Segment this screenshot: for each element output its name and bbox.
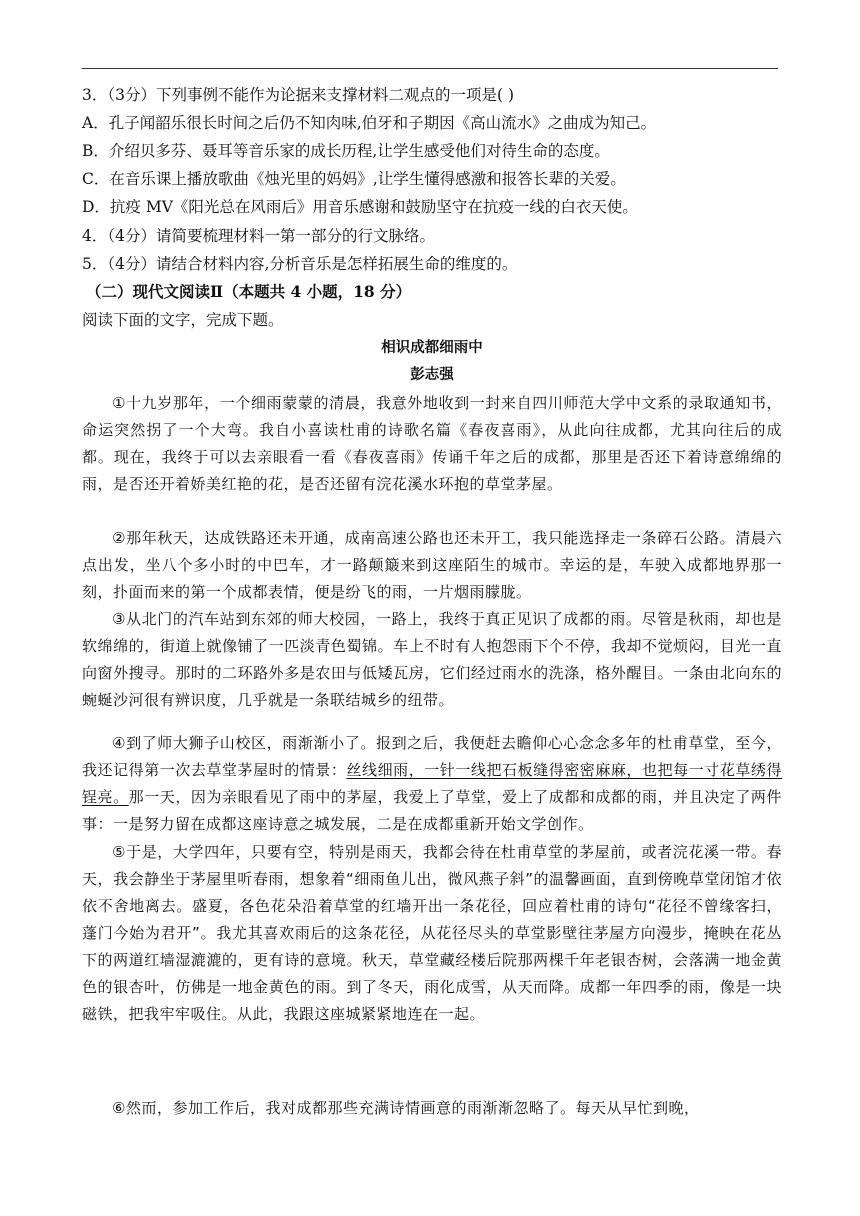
article-title: 相识成都细雨中: [381, 340, 483, 356]
question-5: 5．（4分）请结合材料内容,分析音乐是怎样拓展生命的维度的。: [82, 255, 518, 273]
paragraph-4-text-a: ④到了师大狮子山校区，雨渐渐小了。报到之后，我便赶去瞻仰心心念念多年的杜甫草堂，至今，我还记得第一次去草堂茅屋时的情景：: [82, 734, 782, 779]
paragraph-4-text-b: 那一天，因为亲眼看见了雨中的茅屋，我爱上了草堂，爱上了成都和成都的雨，并且决定了两件事：一是努力留在成都这座诗意之城发展，二是在成都重新开始文学创作。: [82, 788, 782, 833]
option-c: C．在音乐课上播放歌曲《烛光里的妈妈》,让学生懂得感激和报答长辈的关爱。: [82, 170, 626, 188]
article-paragraph-2: ②那年秋天，达成铁路还未开通，成南高速公路也还未开工，我只能选择走一条碎石公路。清晨六点出发，坐八个多小时的中巴车，才一路颠簸来到这座陌生的城市。幸运的是，车驶入成都地界那一刻，扑面而来的第一个成都表情，便是纷飞的雨，一片烟雨朦胧。: [82, 529, 782, 601]
section-heading: （二）现代文阅读Ⅱ（本题共 4 小题，18 分）: [86, 282, 412, 301]
header-rule: [82, 68, 778, 69]
option-d: D．抗疫 MV《阳光总在风雨后》用音乐感谢和鼓励坚守在抗疫一线的白衣天使。: [82, 198, 638, 216]
underlined-sentence: 丝线细雨，一针一线把石板缝得密密麻麻，也把每一寸花草绣得锃亮。: [82, 761, 782, 806]
article-author: 彭志强: [410, 367, 454, 383]
question-4: 4．（4分）请简要梳理材料一第一部分的行文脉络。: [82, 227, 435, 245]
option-b: B．介绍贝多芬、聂耳等音乐家的成长历程,让学生感受他们对待生命的态度。: [82, 142, 610, 160]
article-paragraph-5: ⑤于是，大学四年，只要有空，特别是雨天，我都会待在杜甫草堂的茅屋前，或者浣花溪一带。春天，我会静坐于茅屋里听春雨，想象着“细雨鱼儿出，微风燕子斜”的温馨画面，直到傍晚草堂闭馆才依依不舍地离去。盛夏，各色花朵沿着草堂的红墙开出一条花径，回应着杜甫的诗句“花径不曾缘客扫，蓬门今始为君开”。我尤其喜欢雨后的这条花径，从花径尽头的草堂影壁往茅屋方向漫步，掩映在花丛下的两道红墙湿漉漉的，更有诗的意境。秋天，草堂藏经楼后院那两棵千年老银杏树，会落满一地金黄色的银杏叶，仿佛是一地金黄色的雨。到了冬天，雨化成雪，从天而降。成都一年四季的雨，像是一块磁铁，把我牢牢吸住。从此，我跟这座城紧紧地连在一起。: [82, 843, 782, 1023]
article-paragraph-4: [82, 730, 782, 838]
reading-instruction: 阅读下面的文字，完成下题。: [82, 311, 284, 329]
article-paragraph-1: ①十九岁那年，一个细雨蒙蒙的清晨，我意外地收到一封来自四川师范大学中文系的录取通知书，命运突然拐了一个大弯。我自小喜读杜甫的诗歌名篇《春夜喜雨》，从此向往成都，尤其向往后的成都。现在，我终于可以去亲眼看一看《春夜喜雨》传诵千年之后的成都，那里是否还下着诗意绵绵的雨，是否还开着娇美红艳的花，是否还留有浣花溪水环抱的草堂茅屋。: [82, 394, 782, 493]
article-paragraph-3: ③从北门的汽车站到东郊的师大校园，一路上，我终于真正见识了成都的雨。尽管是秋雨，却也是软绵绵的，街道上就像铺了一匹淡青色蜀锦。车上不时有人抱怨雨下个不停，我却不觉烦闷，目光一直向窗外搜寻。那时的二环路外多是农田与低矮瓦房，它们经过雨水的洗涤，格外醒目。一条由北向东的蜿蜒沙河很有辨识度，几乎就是一条联结城乡的纽带。: [82, 610, 782, 709]
article-paragraph-6: ⑥然而，参加工作后，我对成都那些充满诗情画意的雨渐渐忽略了。每天从早忙到晚，: [112, 1099, 700, 1117]
option-a: A．孔子闻韶乐很长时间之后仍不知肉味,伯牙和子期因《高山流水》之曲成为知己。: [82, 114, 657, 132]
question-3: 3．（3分）下列事例不能作为论据来支撑材料二观点的一项是( ): [82, 86, 514, 104]
